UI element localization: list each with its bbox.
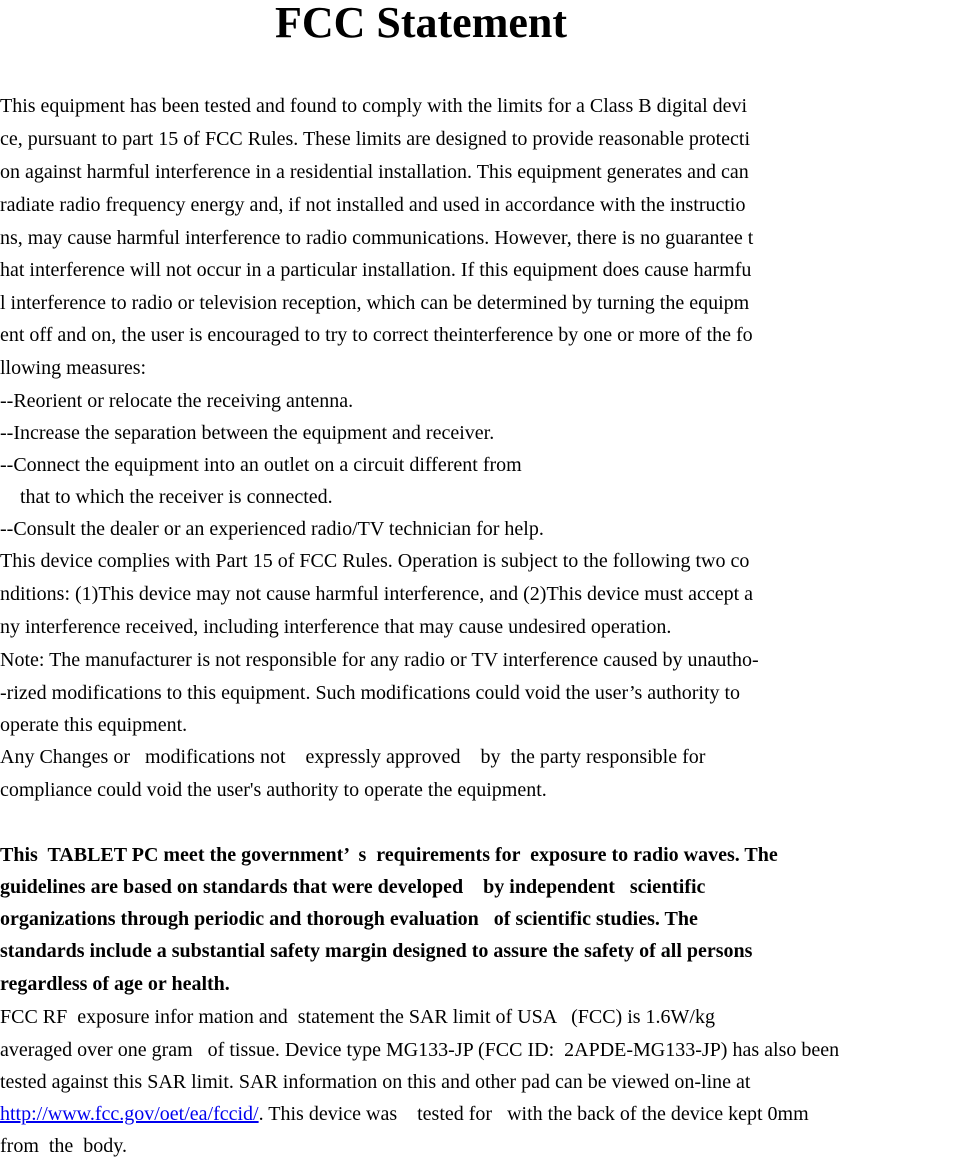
text-line: ny interference received, including interference that may cause undesired operation. <box>0 616 672 638</box>
fcc-id-link[interactable]: http://www.fcc.gov/oet/ea/fccid/ <box>0 1103 259 1125</box>
rf-exposure-line: This TABLET PC meet the government’ s requirements for exposure to radio waves. The <box>0 844 778 866</box>
text-line: l interference to radio or television reception, which can be determined by turning the equipm <box>0 292 750 314</box>
measure-item: --Increase the separation between the equipment and receiver. <box>0 422 495 444</box>
text-line: compliance could void the user's authority to operate the equipment. <box>0 779 547 801</box>
text-line: ce, pursuant to part 15 of FCC Rules. These limits are designed to provide reasonable protecti <box>0 128 751 150</box>
note-line: Note: The manufacturer is not responsible for any radio or TV interference caused by unautho- <box>0 649 759 671</box>
sar-line-rest: . This device was tested for with the back of the device kept 0mm <box>258 1103 809 1125</box>
rf-exposure-line: standards include a substantial safety margin designed to assure the safety of all persons <box>0 940 753 962</box>
text-line: This device complies with Part 15 of FCC Rules. Operation is subject to the following two co <box>0 550 750 572</box>
sar-line: FCC RF exposure infor mation and statement the SAR limit of USA (FCC) is 1.6W/kg <box>0 1006 715 1028</box>
note-line: -rized modifications to this equipment. Such modifications could void the user’s authority to <box>0 682 741 704</box>
text-line: ent off and on, the user is encouraged to try to correct theinterference by one or more of the fo <box>0 324 753 346</box>
text-line: hat interference will not occur in a particular installation. If this equipment does cause harmfu <box>0 259 752 281</box>
text-line: This equipment has been tested and found to comply with the limits for a Class B digital devi <box>0 95 748 117</box>
text-line: ns, may cause harmful interference to radio communications. However, there is no guarantee t <box>0 227 754 249</box>
text-line: llowing measures: <box>0 357 147 379</box>
measure-item: --Reorient or relocate the receiving antenna. <box>0 390 354 412</box>
sar-line: tested against this SAR limit. SAR information on this and other pad can be viewed on-line at <box>0 1071 751 1093</box>
text-line: Any Changes or modifications not expressly approved by the party responsible for <box>0 746 706 768</box>
sar-line <box>0 1101 809 1127</box>
sar-line: from the body. <box>0 1135 128 1157</box>
text-line: on against harmful interference in a residential installation. This equipment generates and can <box>0 161 749 183</box>
text-line: radiate radio frequency energy and, if not installed and used in accordance with the instructio <box>0 194 746 216</box>
note-line: operate this equipment. <box>0 714 188 736</box>
measure-item: that to which the receiver is connected. <box>0 486 333 508</box>
rf-exposure-line: regardless of age or health. <box>0 973 230 995</box>
measure-item: --Connect the equipment into an outlet on a circuit different from <box>0 454 522 476</box>
sar-line: averaged over one gram of tissue. Device type MG133-JP (FCC ID: 2APDE-MG133-JP) has also been <box>0 1039 840 1061</box>
measure-item: --Consult the dealer or an experienced radio/TV technician for help. <box>0 518 544 540</box>
text-line: nditions: (1)This device may not cause harmful interference, and (2)This device must accept a <box>0 583 754 605</box>
rf-exposure-line: organizations through periodic and thorough evaluation of scientific studies. The <box>0 908 698 930</box>
page-title: FCC Statement <box>274 0 568 47</box>
rf-exposure-line: guidelines are based on standards that were developed by independent scientific <box>0 876 706 898</box>
